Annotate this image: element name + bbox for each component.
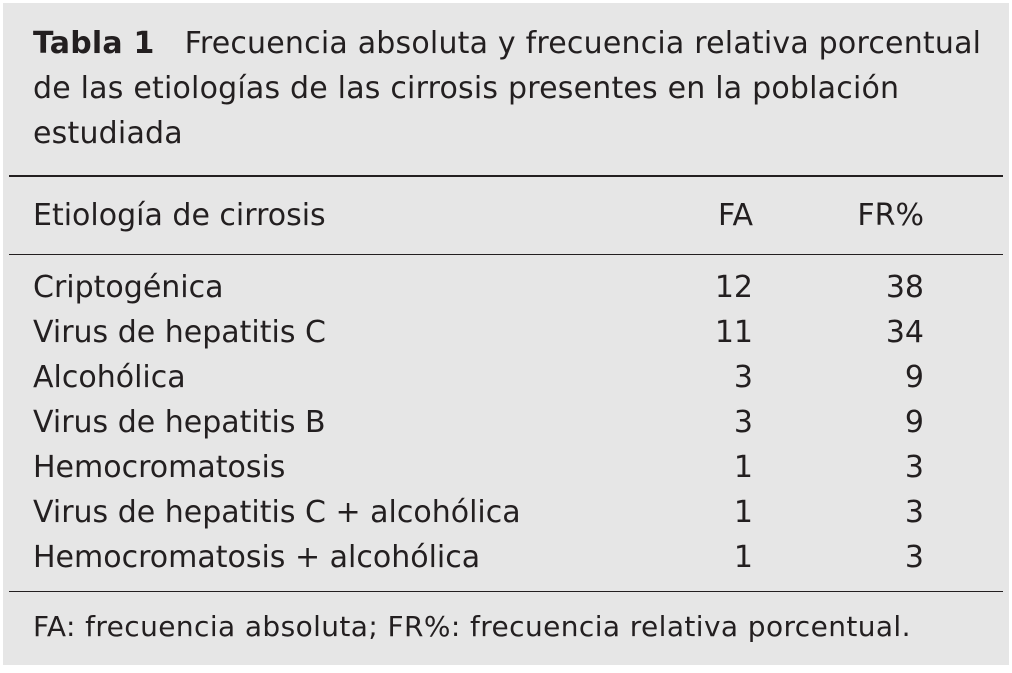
table-row [3,535,1009,580]
row-etiology: Alcohólica [33,360,186,395]
row-fa: 12 [714,270,753,305]
table-row [3,310,1009,355]
row-fa: 1 [733,450,753,485]
table-row [3,355,1009,400]
row-fr: 9 [904,405,924,440]
header-etiology: Etiología de cirrosis [33,198,326,233]
table-row [3,265,1009,310]
row-fa: 3 [733,405,753,440]
table-card [3,3,1009,665]
header-fr: FR% [857,198,924,233]
table-footnote: FA: frecuencia absoluta; FR%: frecuencia relativa porcentual. [33,610,911,643]
row-fr: 9 [904,360,924,395]
row-fa: 11 [714,315,753,350]
row-etiology: Hemocromatosis [33,450,286,485]
header-fa: FA [717,198,753,233]
row-fr: 3 [904,540,924,575]
row-fr: 38 [885,270,924,305]
row-etiology: Hemocromatosis + alcohólica [33,540,481,575]
row-etiology: Virus de hepatitis B [33,405,326,440]
row-fa: 1 [733,540,753,575]
row-fr: 34 [885,315,924,350]
table-row [3,400,1009,445]
row-etiology: Virus de hepatitis C [33,315,326,350]
table-row [3,445,1009,490]
header-rule [9,254,1003,255]
row-fa: 1 [733,495,753,530]
top-rule [9,175,1003,177]
bottom-rule [9,591,1003,592]
row-etiology: Criptogénica [33,270,224,305]
table-row [3,490,1009,535]
table-header-row [3,193,1009,238]
row-etiology: Virus de hepatitis C + alcohólica [33,495,521,530]
table-label: Tabla 1 [33,26,155,61]
row-fr: 3 [904,495,924,530]
table-body [3,265,1009,580]
row-fa: 3 [733,360,753,395]
table-title: Frecuencia absoluta y frecuencia relativa porcentual de las etiologías de las cirrosis presentes en la población estudiada [33,26,982,151]
table-caption [33,21,993,156]
row-fr: 3 [904,450,924,485]
